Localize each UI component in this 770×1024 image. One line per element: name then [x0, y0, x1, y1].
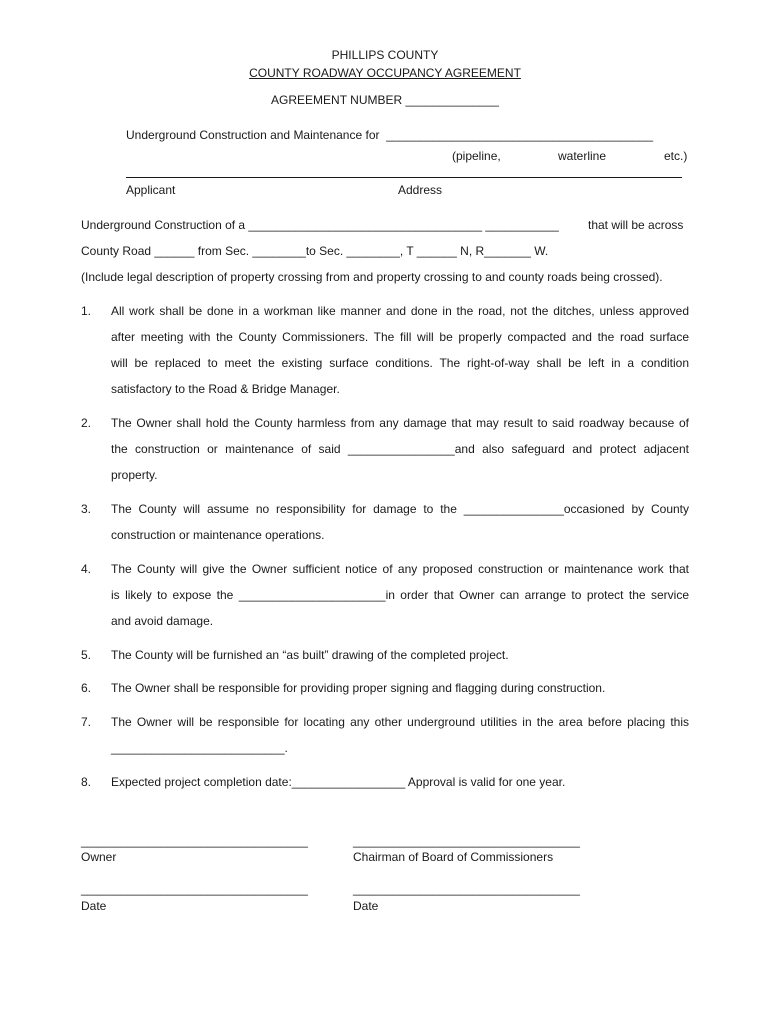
- chairman-label: Chairman of Board of Commissioners: [353, 850, 554, 864]
- item-number: 2.: [81, 416, 92, 430]
- applicant-address-line: [126, 177, 682, 178]
- chairman-signature-line: __________________________________: [353, 834, 580, 848]
- owner-date-line: __________________________________: [81, 882, 308, 896]
- item-line: Expected project completion date:_________________ Approval is valid for one year.: [111, 775, 566, 789]
- item-2-text: [111, 410, 689, 488]
- item-number: 1.: [81, 304, 92, 318]
- item-line: The Owner will be responsible for locating any other underground utilities in the area before placing this: [111, 715, 689, 729]
- underground-for-line: Underground Construction and Maintenance for ________________________________________: [126, 128, 654, 142]
- item-line: the construction or maintenance of said ________________and also safeguard and protect adjacent: [111, 442, 689, 456]
- across-text: that will be across: [588, 218, 684, 232]
- item-number: 5.: [81, 648, 92, 662]
- address-label: Address: [398, 183, 443, 197]
- item-line: construction or maintenance operations.: [111, 528, 325, 542]
- item-6-text: [111, 675, 689, 701]
- owner-signature-line: __________________________________: [81, 834, 308, 848]
- item-number: 3.: [81, 502, 92, 516]
- item-line: The Owner shall be responsible for providing proper signing and flagging during construction.: [111, 681, 606, 695]
- item-5-text: [111, 642, 689, 668]
- item-7-text: [111, 709, 689, 761]
- item-line: The County will assume no responsibility for damage to the _______________occasioned by County: [111, 502, 689, 516]
- owner-label: Owner: [81, 850, 117, 864]
- construction-of-line: Underground Construction of a ___________________________________ ___________: [81, 218, 559, 232]
- item-line: after meeting with the County Commissioners. The fill will be properly compacted and the road surface: [111, 330, 689, 344]
- document-title-text: COUNTY ROADWAY OCCUPANCY AGREEMENT: [249, 66, 521, 80]
- item-line: The Owner shall hold the County harmless from any damage that may result to said roadway because of: [111, 416, 689, 430]
- item-line: and avoid damage.: [111, 614, 214, 628]
- item-line: will be replaced to meet the existing surface conditions. The right-of-way shall be left in a condition: [111, 356, 689, 370]
- item-line: satisfactory to the Road & Bridge Manager.: [111, 382, 340, 396]
- item-1-text: [111, 298, 689, 402]
- legal-description-note: (Include legal description of property crossing from and property crossing to and county roads being crossed).: [81, 270, 663, 284]
- item-number: 8.: [81, 775, 92, 789]
- applicant-label: Applicant: [126, 183, 176, 197]
- chairman-date-label: Date: [353, 899, 379, 913]
- owner-date-label: Date: [81, 899, 107, 913]
- item-line: All work shall be done in a workman like manner and done in the road, not the ditches, unless approved: [111, 304, 689, 318]
- document-title: [0, 66, 770, 80]
- item-line: The County will give the Owner sufficient notice of any proposed construction or maintenance work that: [111, 562, 689, 576]
- etc-label: etc.): [664, 149, 688, 163]
- item-line: property.: [111, 468, 158, 482]
- item-line: is likely to expose the ______________________in order that Owner can arrange to protect the service: [111, 588, 689, 602]
- item-line: __________________________.: [111, 741, 288, 755]
- county-road-line: County Road ______ from Sec. ________to Sec. ________, T ______ N, R_______ W.: [81, 244, 549, 258]
- item-line: The County will be furnished an “as built” drawing of the completed project.: [111, 648, 509, 662]
- county-name: PHILLIPS COUNTY: [331, 48, 439, 62]
- item-number: 7.: [81, 715, 92, 729]
- item-3-text: [111, 496, 689, 548]
- pipeline-label: (pipeline,: [452, 149, 501, 163]
- item-number: 4.: [81, 562, 92, 576]
- item-number: 6.: [81, 681, 92, 695]
- item-4-text: [111, 556, 689, 634]
- agreement-number: AGREEMENT NUMBER ______________: [271, 93, 499, 107]
- chairman-date-line: __________________________________: [353, 882, 580, 896]
- waterline-label: waterline: [558, 149, 607, 163]
- item-8-text: [111, 769, 689, 795]
